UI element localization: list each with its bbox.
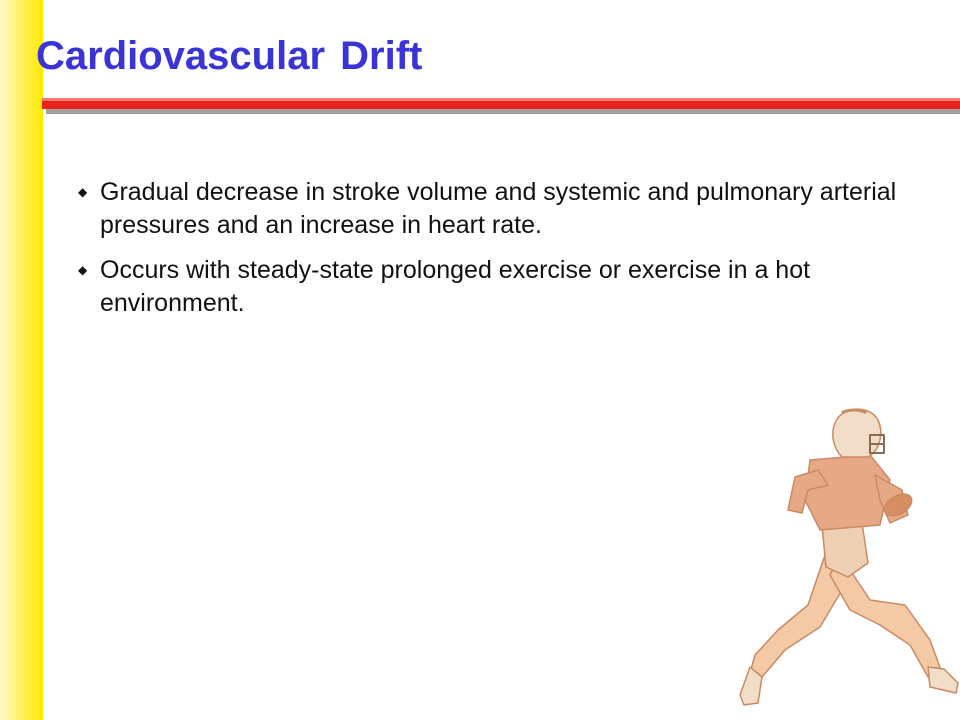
left-accent-band (0, 0, 43, 720)
bullet-item (78, 254, 900, 320)
bullet-text: Gradual decrease in stroke volume and systemic and pulmonary arterial pressures and an increase in heart rate. (100, 178, 897, 239)
title-divider-rule (42, 95, 960, 117)
diamond-bullet-icon: ◆ (78, 263, 88, 277)
football-player-illustration (730, 405, 960, 720)
bullet-text: Occurs with steady-state prolonged exercise or exercise in a hot environment. (100, 256, 811, 317)
slide-title: Cardiovascular Drift (36, 34, 423, 78)
diamond-bullet-icon: ◆ (78, 185, 88, 199)
bullet-list (78, 176, 900, 332)
bullet-item (78, 176, 900, 242)
